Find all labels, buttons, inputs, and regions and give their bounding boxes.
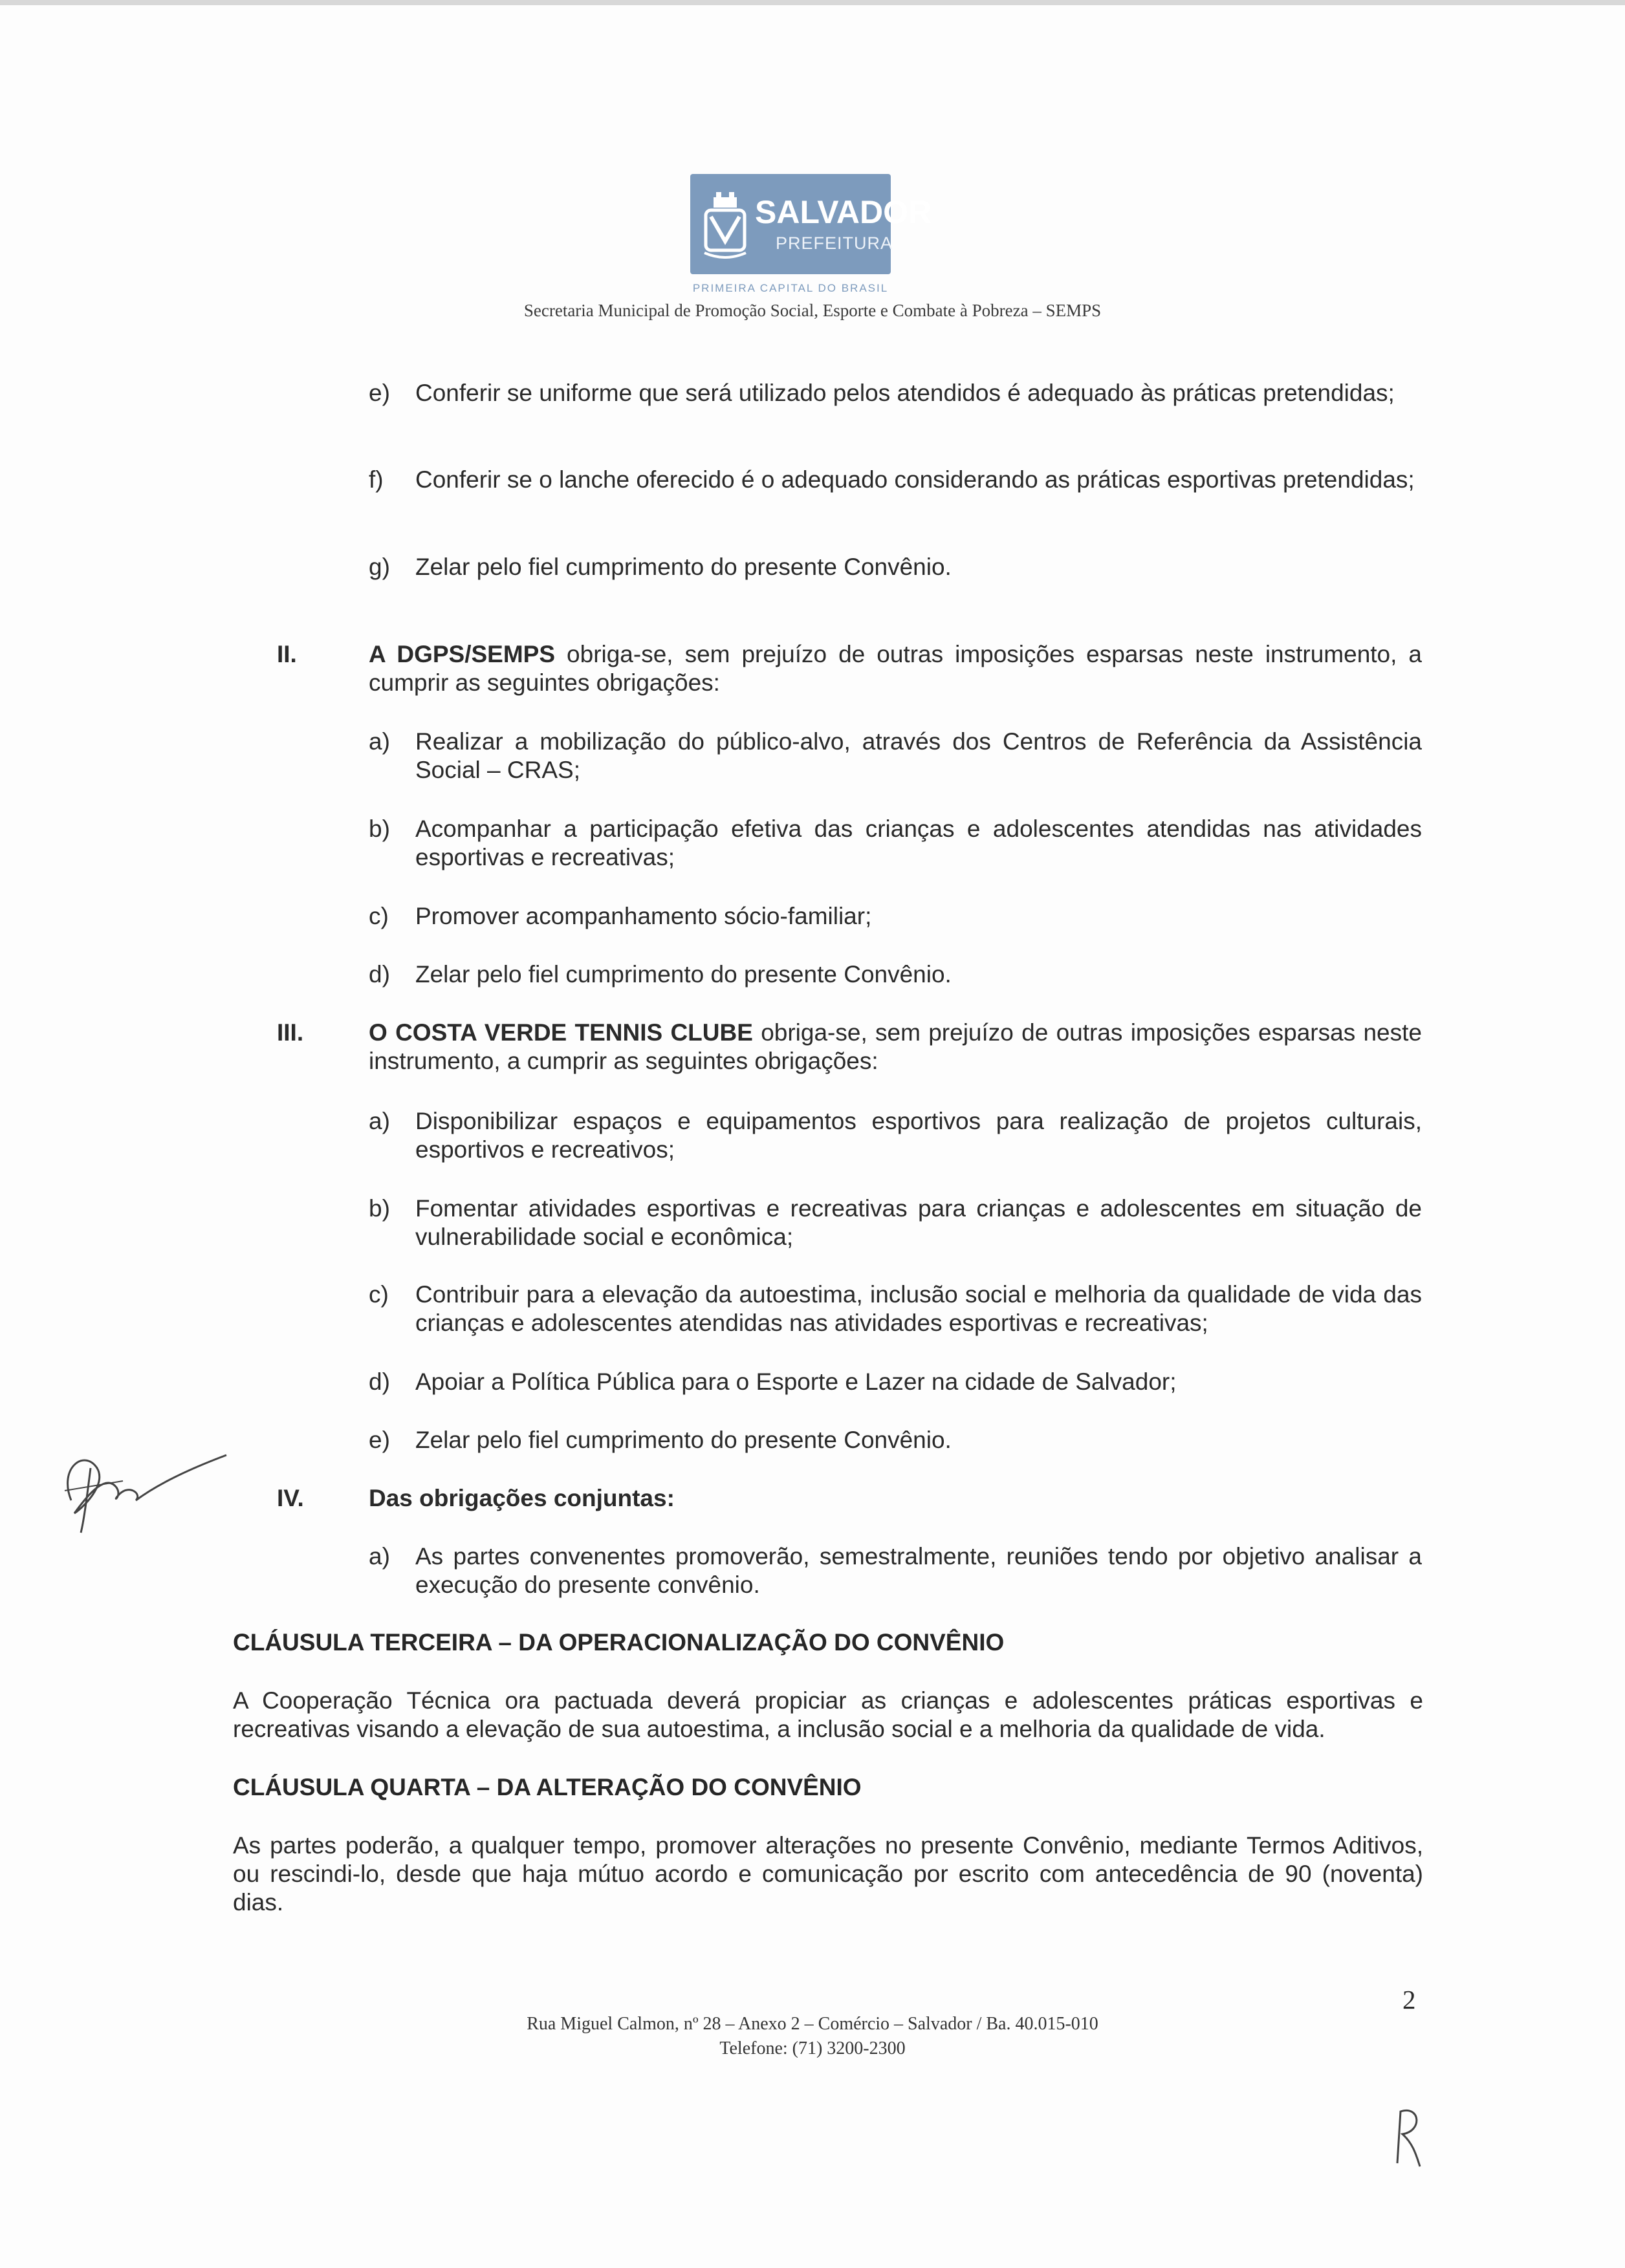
list-item	[369, 1280, 1422, 1337]
city-crest-icon	[699, 191, 751, 259]
item-text: Contribuir para a elevação da autoestima, inclusão social e melhoria da qualidade de vida das crianças e adolescentes atendidas nas atividades esportivas e recreativas;	[415, 1281, 1422, 1336]
clause-text: A Cooperação Técnica ora pactuada deverá propiciar as crianças e adolescentes práticas esportivas e recreativas visando a elevação de sua autoestima, a inclusão social e a melhoria da qualidade de vida.	[233, 1687, 1423, 1742]
item-label: e)	[369, 1427, 390, 1453]
list-item	[369, 1107, 1422, 1164]
party-name: A DGPS/SEMPS	[369, 641, 556, 667]
list-item	[369, 728, 1422, 784]
section-intro-text: obriga-se, sem prejuízo de outras imposições esparsas neste instrumento, a cumprir as seguintes obrigações:	[369, 641, 1422, 696]
item-text: Acompanhar a participação efetiva das crianças e adolescentes atendidas nas atividades esportivas e recreativas;	[415, 815, 1422, 870]
page-top-edge	[0, 0, 1625, 5]
item-label: f)	[369, 466, 384, 493]
section-intro-text: obriga-se, sem prejuízo de outras imposições esparsas neste instrumento, a cumprir as seguintes obrigações:	[369, 1019, 1422, 1074]
department-header: Secretaria Municipal de Promoção Social, Esporte e Combate à Pobreza – SEMPS	[523, 301, 1102, 320]
item-label: b)	[369, 1195, 390, 1222]
list-item	[369, 815, 1422, 872]
item-label: g)	[369, 554, 390, 580]
item-text: Disponibilizar espaços e equipamentos esportivos para realização de projetos culturais, esportivos e recreativos;	[415, 1108, 1422, 1163]
section-number: III.	[277, 1019, 304, 1046]
section-iv	[277, 1484, 1422, 1513]
list-item	[369, 902, 1422, 931]
logo-title: SALVADOR	[755, 194, 932, 230]
list-item	[369, 379, 1422, 407]
list-item	[369, 1542, 1422, 1599]
item-text: Conferir se uniforme que será utilizado pelos atendidos é adequado às práticas pretendidas;	[415, 380, 1395, 406]
footer-address: Rua Miguel Calmon, nº 28 – Anexo 2 – Comércio – Salvador / Ba. 40.015-010	[527, 2014, 1098, 2034]
item-text: Realizar a mobilização do público-alvo, através dos Centros de Referência da Assistência Social – CRAS;	[415, 728, 1422, 783]
page-number: 2	[1402, 1985, 1416, 2014]
item-label: a)	[369, 728, 390, 755]
section-intro	[277, 640, 1422, 697]
list-item	[369, 1368, 1422, 1396]
section-number: IV.	[277, 1485, 304, 1511]
clause-title: CLÁUSULA QUARTA – DA ALTERAÇÃO DO CONVÊNIO	[233, 1774, 862, 1800]
section-number: II.	[277, 641, 297, 667]
list-item	[369, 1194, 1422, 1251]
item-label: d)	[369, 961, 390, 988]
party-name: O COSTA VERDE TENNIS CLUBE	[369, 1019, 753, 1046]
handwritten-initials-left	[45, 1429, 239, 1539]
logo-tagline: PRIMEIRA CAPITAL DO BRASIL	[692, 282, 889, 294]
handwritten-initials-right	[1384, 2102, 1436, 2173]
item-text: As partes convenentes promoverão, semestralmente, reuniões tendo por objetivo analisar a execução do presente convênio.	[415, 1543, 1422, 1598]
list-item	[369, 1426, 1422, 1454]
item-text: Conferir se o lanche oferecido é o adequado considerando as práticas esportivas pretendidas;	[415, 466, 1415, 493]
logo-subtitle: PREFEITURA	[776, 233, 893, 253]
item-label: a)	[369, 1543, 390, 1570]
footer-phone: Telefone: (71) 3200-2300	[719, 2038, 906, 2058]
item-label: c)	[369, 903, 389, 929]
item-label: e)	[369, 380, 390, 406]
item-text: Zelar pelo fiel cumprimento do presente Convênio.	[415, 961, 952, 988]
item-label: a)	[369, 1108, 390, 1134]
section-iii	[277, 1019, 1422, 1075]
list-item	[369, 466, 1422, 494]
item-text: Fomentar atividades esportivas e recreativas para crianças e adolescentes em situação de vulnerabilidade social e econômica;	[415, 1195, 1422, 1250]
list-item	[369, 553, 1422, 581]
section-ii	[277, 640, 1422, 697]
item-text: Apoiar a Política Pública para o Esporte e Lazer na cidade de Salvador;	[415, 1368, 1177, 1395]
list-item	[369, 960, 1422, 989]
clause-title: CLÁUSULA TERCEIRA – DA OPERACIONALIZAÇÃO DO CONVÊNIO	[233, 1629, 1005, 1656]
clause-text: As partes poderão, a qualquer tempo, promover alterações no presente Convênio, mediante Termos Aditivos, ou rescindi-lo, desde que haja mútuo acordo e comunicação por escrito com antecedência de 90 (noventa) dias.	[233, 1832, 1423, 1916]
item-text: Promover acompanhamento sócio-familiar;	[415, 903, 872, 929]
item-text: Zelar pelo fiel cumprimento do presente Convênio.	[415, 554, 952, 580]
section-intro	[277, 1019, 1422, 1075]
salvador-logo	[690, 174, 932, 274]
item-label: d)	[369, 1368, 390, 1395]
item-text: Zelar pelo fiel cumprimento do presente Convênio.	[415, 1427, 952, 1453]
item-label: b)	[369, 815, 390, 842]
section-title: Das obrigações conjuntas:	[369, 1485, 675, 1511]
item-label: c)	[369, 1281, 389, 1308]
